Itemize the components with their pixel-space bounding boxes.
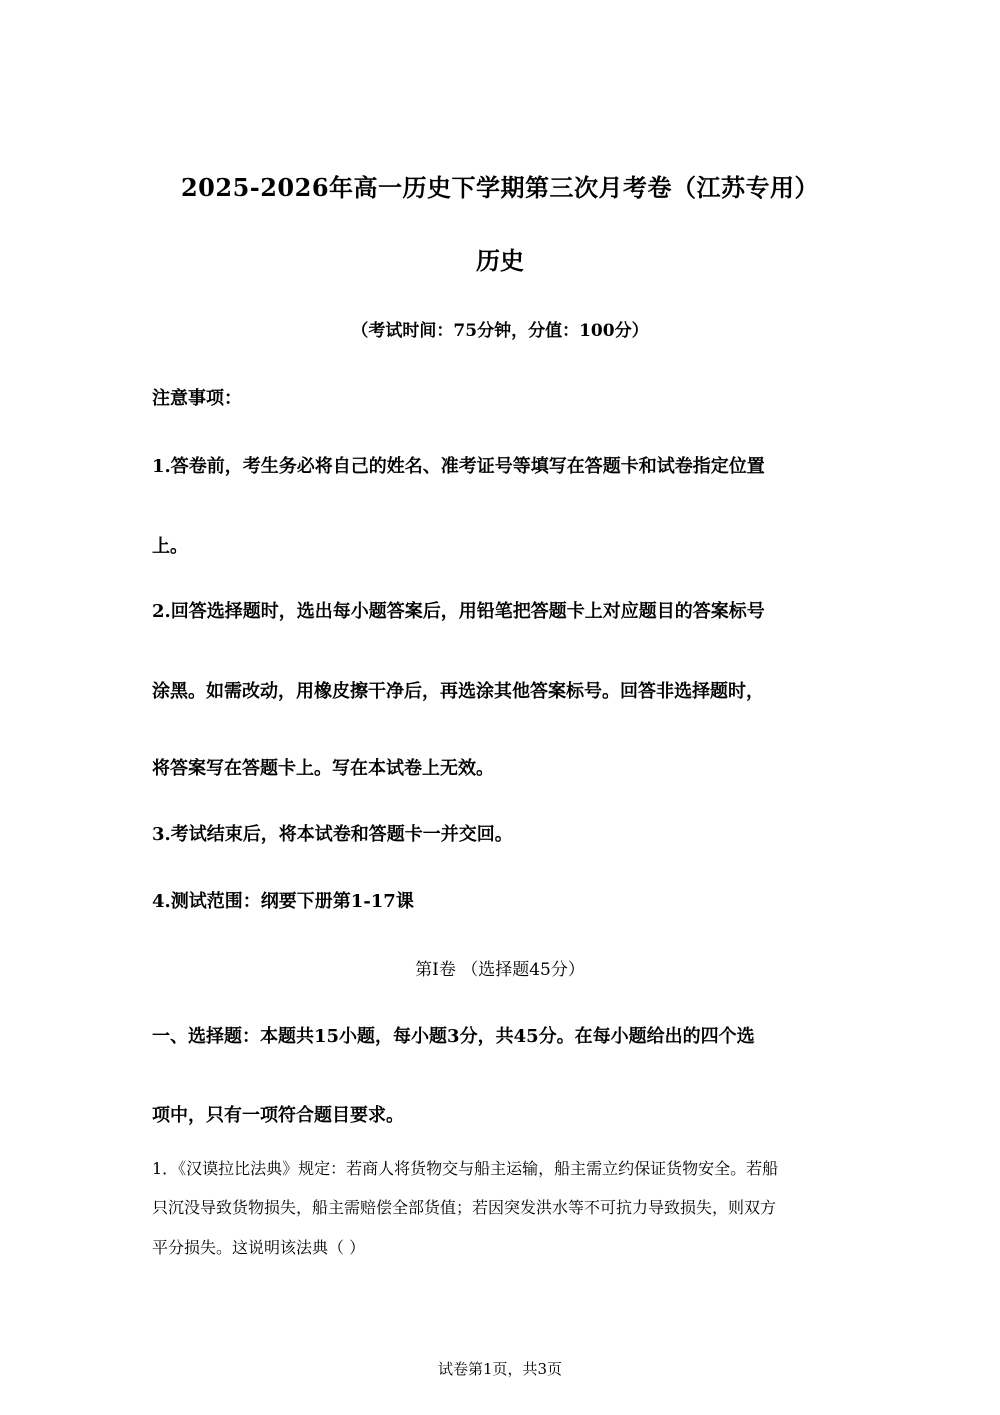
question-1-line: 1．《汉谟拉比法典》规定：若商人将货物交与船主运输，船主需立约保证货物安全。若船 (152, 1159, 779, 1178)
note-line: 1.答卷前，考生务必将自己的姓名、准考证号等填写在答题卡和试卷指定位置 (152, 456, 765, 477)
question-1-line: 平分损失。这说明该法典（ ） (152, 1238, 366, 1257)
note-line: 上。 (152, 536, 188, 557)
section-instruction: 项中，只有一项符合题目要求。 (152, 1105, 404, 1126)
page-footer: 试卷第1页，共3页 (437, 1360, 563, 1378)
note-line: 将答案写在答题卡上。写在本试卷上无效。 (152, 758, 494, 779)
section-heading: 第Ⅰ卷 （选择题45分） (415, 960, 585, 980)
page-title: 2025-2026年高一历史下学期第三次月考卷（江苏专用） (180, 173, 820, 202)
note-line: 3.考试结束后，将本试卷和答题卡一并交回。 (152, 824, 513, 845)
subject-heading: 历史 (476, 246, 524, 275)
question-1-line: 只沉没导致货物损失，船主需赔偿全部货值；若因突发洪水等不可抗力导致损失，则双方 (152, 1198, 777, 1217)
note-line: 4.测试范围：纲要下册第1-17课 (152, 891, 414, 912)
note-line: 2.回答选择题时，选出每小题答案后，用铅笔把答题卡上对应题目的答案标号 (152, 601, 765, 622)
section-instruction: 一、选择题：本题共15小题，每小题3分，共45分。在每小题给出的四个选 (152, 1026, 755, 1047)
note-line: 涂黑。如需改动，用橡皮擦干净后，再选涂其他答案标号。回答非选择题时， (152, 681, 764, 702)
exam-info: （考试时间：75分钟，分值：100分） (351, 321, 649, 341)
notes-heading: 注意事项： (152, 388, 242, 409)
